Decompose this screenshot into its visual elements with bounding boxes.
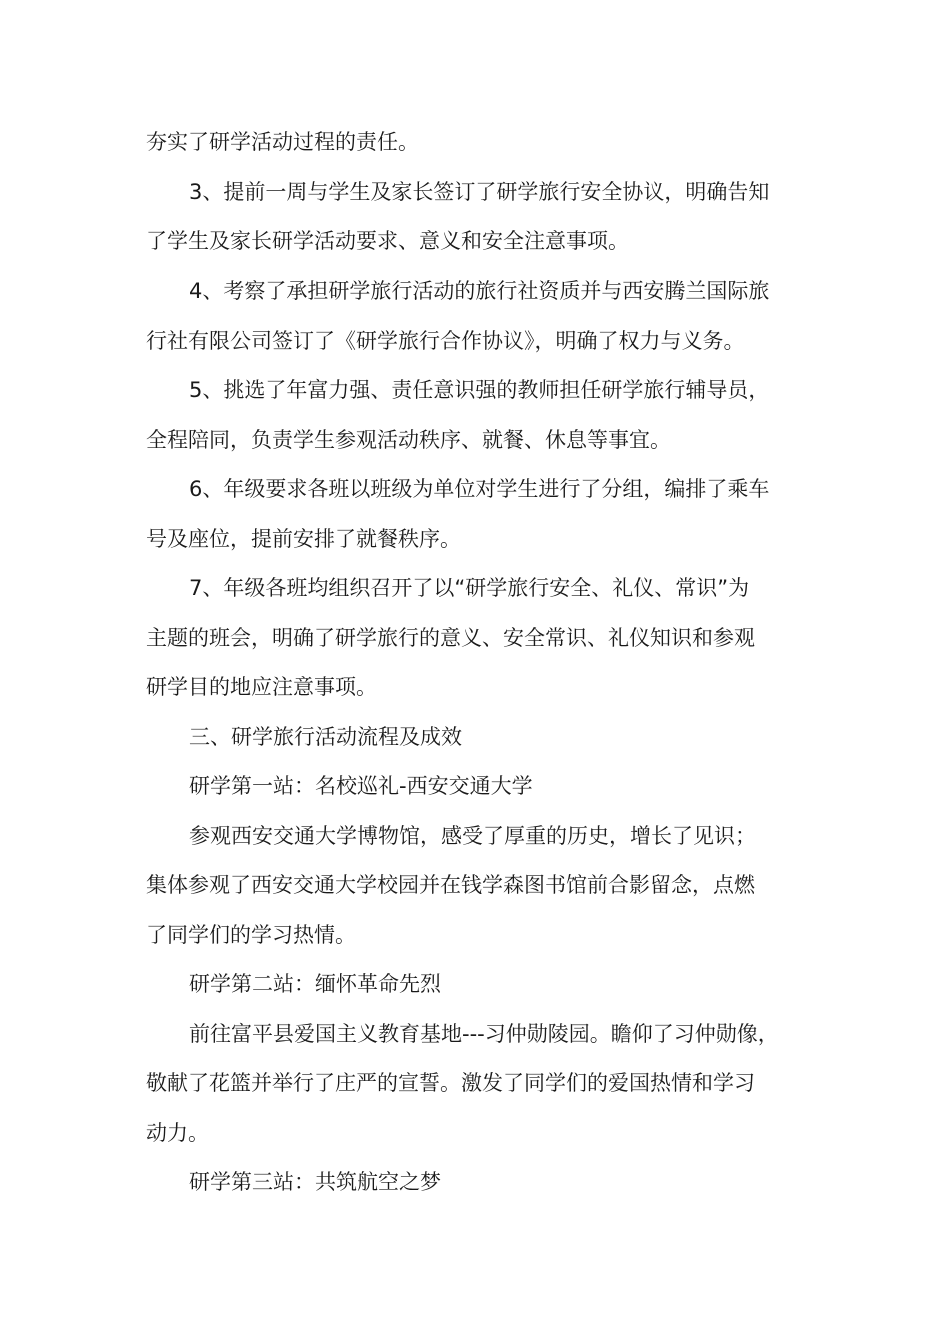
text-line: 号及座位，提前安排了就餐秩序。 bbox=[146, 527, 461, 551]
text-line: 5、挑选了年富力强、责任意识强的教师担任研学旅行辅导员， bbox=[189, 378, 770, 402]
text-line: 3、提前一周与学生及家长签订了研学旅行安全协议，明确告知 bbox=[189, 180, 770, 204]
text-line: 夯实了研学活动过程的责任。 bbox=[146, 130, 419, 154]
text-line: 4、考察了承担研学旅行活动的旅行社资质并与西安腾兰国际旅 bbox=[189, 279, 770, 303]
text-line: 动力。 bbox=[146, 1121, 209, 1145]
text-line: 6、年级要求各班以班级为单位对学生进行了分组，编排了乘车 bbox=[189, 477, 770, 501]
text-line: 了学生及家长研学活动要求、意义和安全注意事项。 bbox=[146, 229, 629, 253]
text-line: 了同学们的学习热情。 bbox=[146, 923, 356, 947]
text-line: 研学目的地应注意事项。 bbox=[146, 675, 377, 699]
text-line: 参观西安交通大学博物馆，感受了厚重的历史，增长了见识； bbox=[189, 824, 756, 848]
text-line: 前往富平县爱国主义教育基地---习仲勋陵园。瞻仰了习仲勋像， bbox=[189, 1022, 779, 1046]
section-heading: 三、研学旅行活动流程及成效 bbox=[189, 725, 462, 749]
text-line: 7、年级各班均组织召开了以“研学旅行安全、礼仪、常识”为 bbox=[189, 576, 750, 600]
text-line: 主题的班会，明确了研学旅行的意义、安全常识、礼仪知识和参观 bbox=[146, 626, 755, 650]
text-line: 行社有限公司签订了《研学旅行合作协议》，明确了权力与义务。 bbox=[146, 329, 745, 353]
stop-heading: 研学第二站：缅怀革命先烈 bbox=[189, 972, 441, 996]
text-line: 集体参观了西安交通大学校园并在钱学森图书馆前合影留念，点燃 bbox=[146, 873, 755, 897]
stop-heading: 研学第三站：共筑航空之梦 bbox=[189, 1170, 441, 1194]
text-line: 敬献了花篮并举行了庄严的宣誓。激发了同学们的爱国热情和学习 bbox=[146, 1071, 755, 1095]
text-line: 全程陪同，负责学生参观活动秩序、就餐、休息等事宜。 bbox=[146, 428, 671, 452]
stop-heading: 研学第一站：名校巡礼-西安交通大学 bbox=[189, 774, 533, 798]
